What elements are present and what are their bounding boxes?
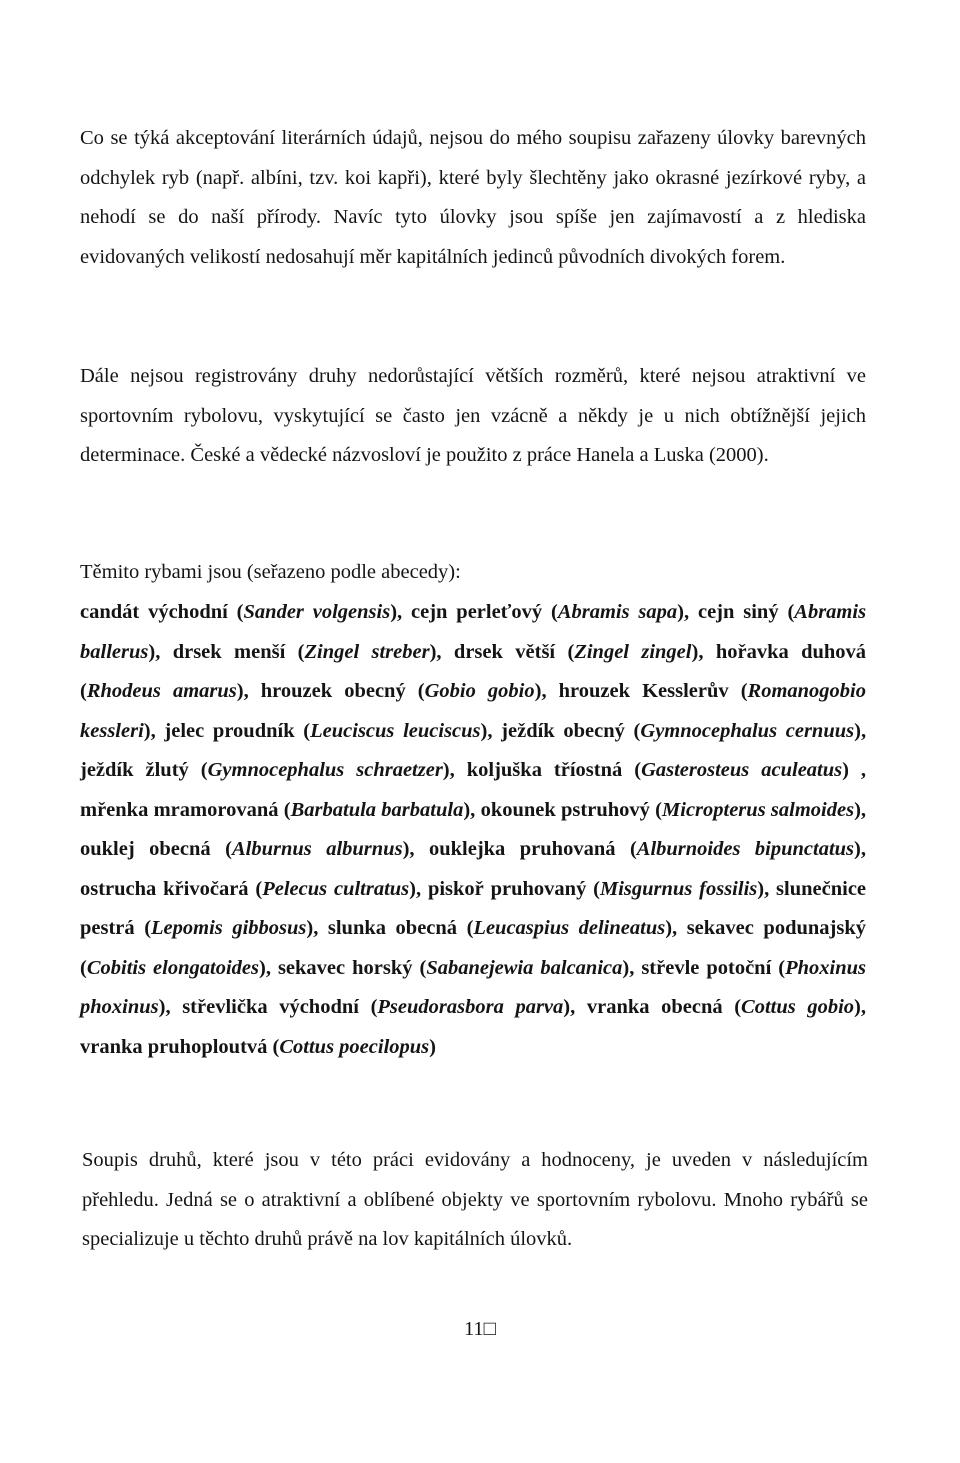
species-common-name: cejn perleťový: [411, 601, 543, 623]
species-common-name: slunka obecná: [327, 917, 458, 939]
species-item: střevlička východní (Pseudorasbora parva),: [182, 996, 587, 1018]
species-common-name: sekavec podunajský: [686, 917, 866, 939]
species-scientific-name: Gymnocephalus schraetzer: [207, 759, 443, 781]
species-separator: ,: [860, 798, 867, 821]
paragraph-color-variants: Co se týká akceptování literárních údajů, nejsou do mého soupisu zařazeny úlovky barevných odchylek ryb (např. albíni, tzv. koi kapři), které byly šlechtěny jako okrasné jezírkové ryby, a nehodí se do naší přírody. Navíc tyto úlovky jsou spíše jen zajímavostí a z hlediska evidovaných velikostí nedosahují měr kapitálních jedinců původních divokých forem.: [80, 127, 866, 268]
species-common-name: ostrucha křivočará: [80, 877, 249, 900]
species-item: okounek pstruhový (Micropterus salmoides),: [480, 798, 867, 821]
species-separator: ,: [860, 996, 866, 1018]
species-separator: ,: [672, 917, 687, 939]
species-scientific-name: Abramis sapa: [557, 601, 678, 623]
species-scientific-name: Romanogobio kessleri: [80, 680, 866, 742]
species-item: střevle potoční (Phoxinus phoxinus),: [80, 956, 867, 1018]
species-separator: ,: [436, 640, 454, 663]
species-scientific-name: Barbatula barbatula: [290, 798, 464, 821]
species-item: hrouzek Kesslerův (Romanogobio kessleri),: [80, 680, 866, 742]
species-item: slunka obecná (Leucaspius delineatus),: [327, 917, 687, 939]
species-common-name: střevlička východní: [182, 996, 359, 1018]
species-common-name: hrouzek obecný: [260, 680, 406, 702]
species-scientific-name: Gymnocephalus cernuus: [640, 719, 855, 742]
species-scientific-name: Pseudorasbora parva: [377, 996, 564, 1018]
species-scientific-name: Gobio gobio: [424, 680, 535, 702]
species-scientific-name: Cottus poecilopus: [279, 1035, 430, 1058]
species-separator: ,: [165, 996, 183, 1018]
species-scientific-name: Alburnoides bipunctatus: [636, 838, 855, 860]
species-separator: ,: [860, 719, 867, 742]
species-scientific-name: Misgurnus fossilis: [600, 877, 758, 900]
species-separator: ,: [570, 996, 587, 1018]
species-common-name: cejn siný: [697, 601, 779, 623]
species-item: sekavec horský (Sabanejewia balcanica),: [277, 956, 642, 979]
paragraph-species-overview: Soupis druhů, které jsou v této práci evidovány a hodnoceny, je uveden v následujícím přehledu. Jedná se o atraktivní a oblíbené objekty ve sportovním rybolovu. Mnoho rybářů se specializuje u těchto druhů právě na lov kapitálních úlovků.: [82, 1149, 868, 1250]
species-scientific-name: Pelecus cultratus: [262, 877, 410, 900]
species-scientific-name: Sabanejewia balcanica: [426, 956, 623, 979]
species-separator: ,: [449, 759, 467, 781]
species-separator: ,: [684, 601, 698, 623]
species-common-name: hrouzek Kesslerův: [558, 680, 729, 702]
species-item: drsek větší (Zingel zingel),: [453, 640, 716, 663]
species-common-name: drsek menší: [172, 640, 286, 663]
species-scientific-name: Alburnus alburnus: [231, 838, 403, 860]
species-item: sekavec podunajský (Cobitis elongatoides),: [80, 917, 866, 979]
species-scientific-name: Zingel zingel: [574, 640, 692, 663]
species-item: hrouzek obecný (Gobio gobio),: [260, 680, 559, 702]
species-separator: ,: [155, 640, 173, 663]
species-common-name: hořavka duhová: [715, 640, 867, 663]
species-separator: ,: [470, 798, 481, 821]
species-scientific-name: Gasterosteus aculeatus: [641, 759, 843, 781]
species-list: [80, 593, 866, 1067]
species-scientific-name: Lepomis gibbosus: [151, 917, 307, 939]
species-separator: ,: [313, 917, 328, 939]
paragraph-species-intro: Těmito rybami jsou (seřazeno podle abecedy):: [80, 561, 461, 583]
species-separator: ,: [764, 877, 777, 900]
species-item: vranka obecná (Cottus gobio),: [586, 996, 866, 1018]
species-scientific-name: Cobitis elongatoides: [86, 956, 259, 979]
species-scientific-name: Rhodeus amarus: [86, 680, 237, 702]
species-scientific-name: Leuciscus leuciscus: [310, 719, 481, 742]
species-item: slunečnice pestrá (Lepomis gibbosus),: [80, 877, 867, 939]
species-scientific-name: Cottus gobio: [741, 996, 855, 1018]
species-common-name: sekavec horský: [277, 956, 413, 979]
species-separator: ,: [698, 640, 716, 663]
species-common-name: vranka pruhoploutvá: [80, 1035, 268, 1058]
species-scientific-name: Leucaspius delineatus: [473, 917, 666, 939]
species-common-name: ouklejka pruhovaná: [428, 838, 616, 860]
species-common-name: jelec proudník: [164, 719, 295, 742]
species-item: candát východní (Sander volgensis),: [80, 601, 412, 623]
species-item: piskoř pruhovaný (Misgurnus fossilis),: [427, 877, 777, 900]
species-item: drsek menší (Zingel streber),: [172, 640, 454, 663]
species-separator: ,: [487, 719, 502, 742]
species-separator: ,: [243, 680, 261, 702]
species-separator: ,: [409, 838, 429, 860]
species-item: mřenka mramorovaná (Barbatula barbatula),: [80, 798, 481, 821]
species-common-name: ouklej obecná: [80, 838, 211, 860]
species-separator: ,: [541, 680, 559, 702]
species-item: cejn siný (Abramis ballerus),: [80, 601, 867, 663]
species-separator: ,: [397, 601, 412, 623]
paragraph-excluded-species: Dále nejsou registrovány druhy nedorůstající větších rozměrů, které nejsou atraktivní ve sportovním rybolovu, vyskytující se často jen vzácně a někdy je u nich obtížnější jejich determinace. České a vědecké názvosloví je použito z práce Hanela a Luska (2000).: [80, 365, 866, 466]
species-scientific-name: Phoxinus phoxinus: [80, 956, 867, 1018]
species-scientific-name: Abramis ballerus: [80, 601, 867, 663]
species-item: koljuška tříostná (Gasterosteus aculeatus) ,: [466, 759, 867, 781]
species-item: jelec proudník (Leuciscus leuciscus),: [164, 719, 502, 742]
species-separator: ,: [629, 956, 642, 979]
species-common-name: mřenka mramorovaná: [80, 798, 279, 821]
species-common-name: vranka obecná: [586, 996, 723, 1018]
species-item: ježdík žlutý (Gymnocephalus schraetzer),: [80, 759, 467, 781]
species-common-name: candát východní: [80, 601, 228, 623]
species-common-name: ježdík obecný: [501, 719, 625, 742]
species-item: cejn perleťový (Abramis sapa),: [411, 601, 698, 623]
species-common-name: piskoř pruhovaný: [427, 877, 587, 900]
species-scientific-name: Micropterus salmoides: [662, 798, 855, 821]
page-number: 11□: [463, 1318, 497, 1340]
species-item: ostrucha křivočará (Pelecus cultratus),: [80, 877, 428, 900]
species-common-name: střevle potoční: [641, 956, 772, 979]
species-separator: ,: [265, 956, 278, 979]
species-common-name: okounek pstruhový: [480, 798, 650, 821]
species-separator: ,: [150, 719, 165, 742]
species-common-name: koljuška tříostná: [466, 759, 623, 781]
species-separator: ,: [848, 759, 867, 781]
species-item: vranka pruhoploutvá (Cottus poecilopus): [80, 1035, 436, 1058]
species-item: ježdík obecný (Gymnocephalus cernuus),: [501, 719, 867, 742]
species-common-name: ježdík žlutý: [80, 759, 189, 781]
species-scientific-name: Sander volgensis: [243, 601, 391, 623]
species-common-name: slunečnice pestrá: [80, 877, 867, 939]
species-separator: ,: [415, 877, 428, 900]
species-separator: ,: [860, 838, 866, 860]
species-item: ouklej obecná (Alburnus alburnus),: [80, 838, 429, 860]
species-common-name: drsek větší: [453, 640, 556, 663]
species-item: ouklejka pruhovaná (Alburnoides bipunctatus),: [428, 838, 866, 860]
species-scientific-name: Zingel streber: [304, 640, 430, 663]
species-item: hořavka duhová (Rhodeus amarus),: [80, 640, 867, 702]
